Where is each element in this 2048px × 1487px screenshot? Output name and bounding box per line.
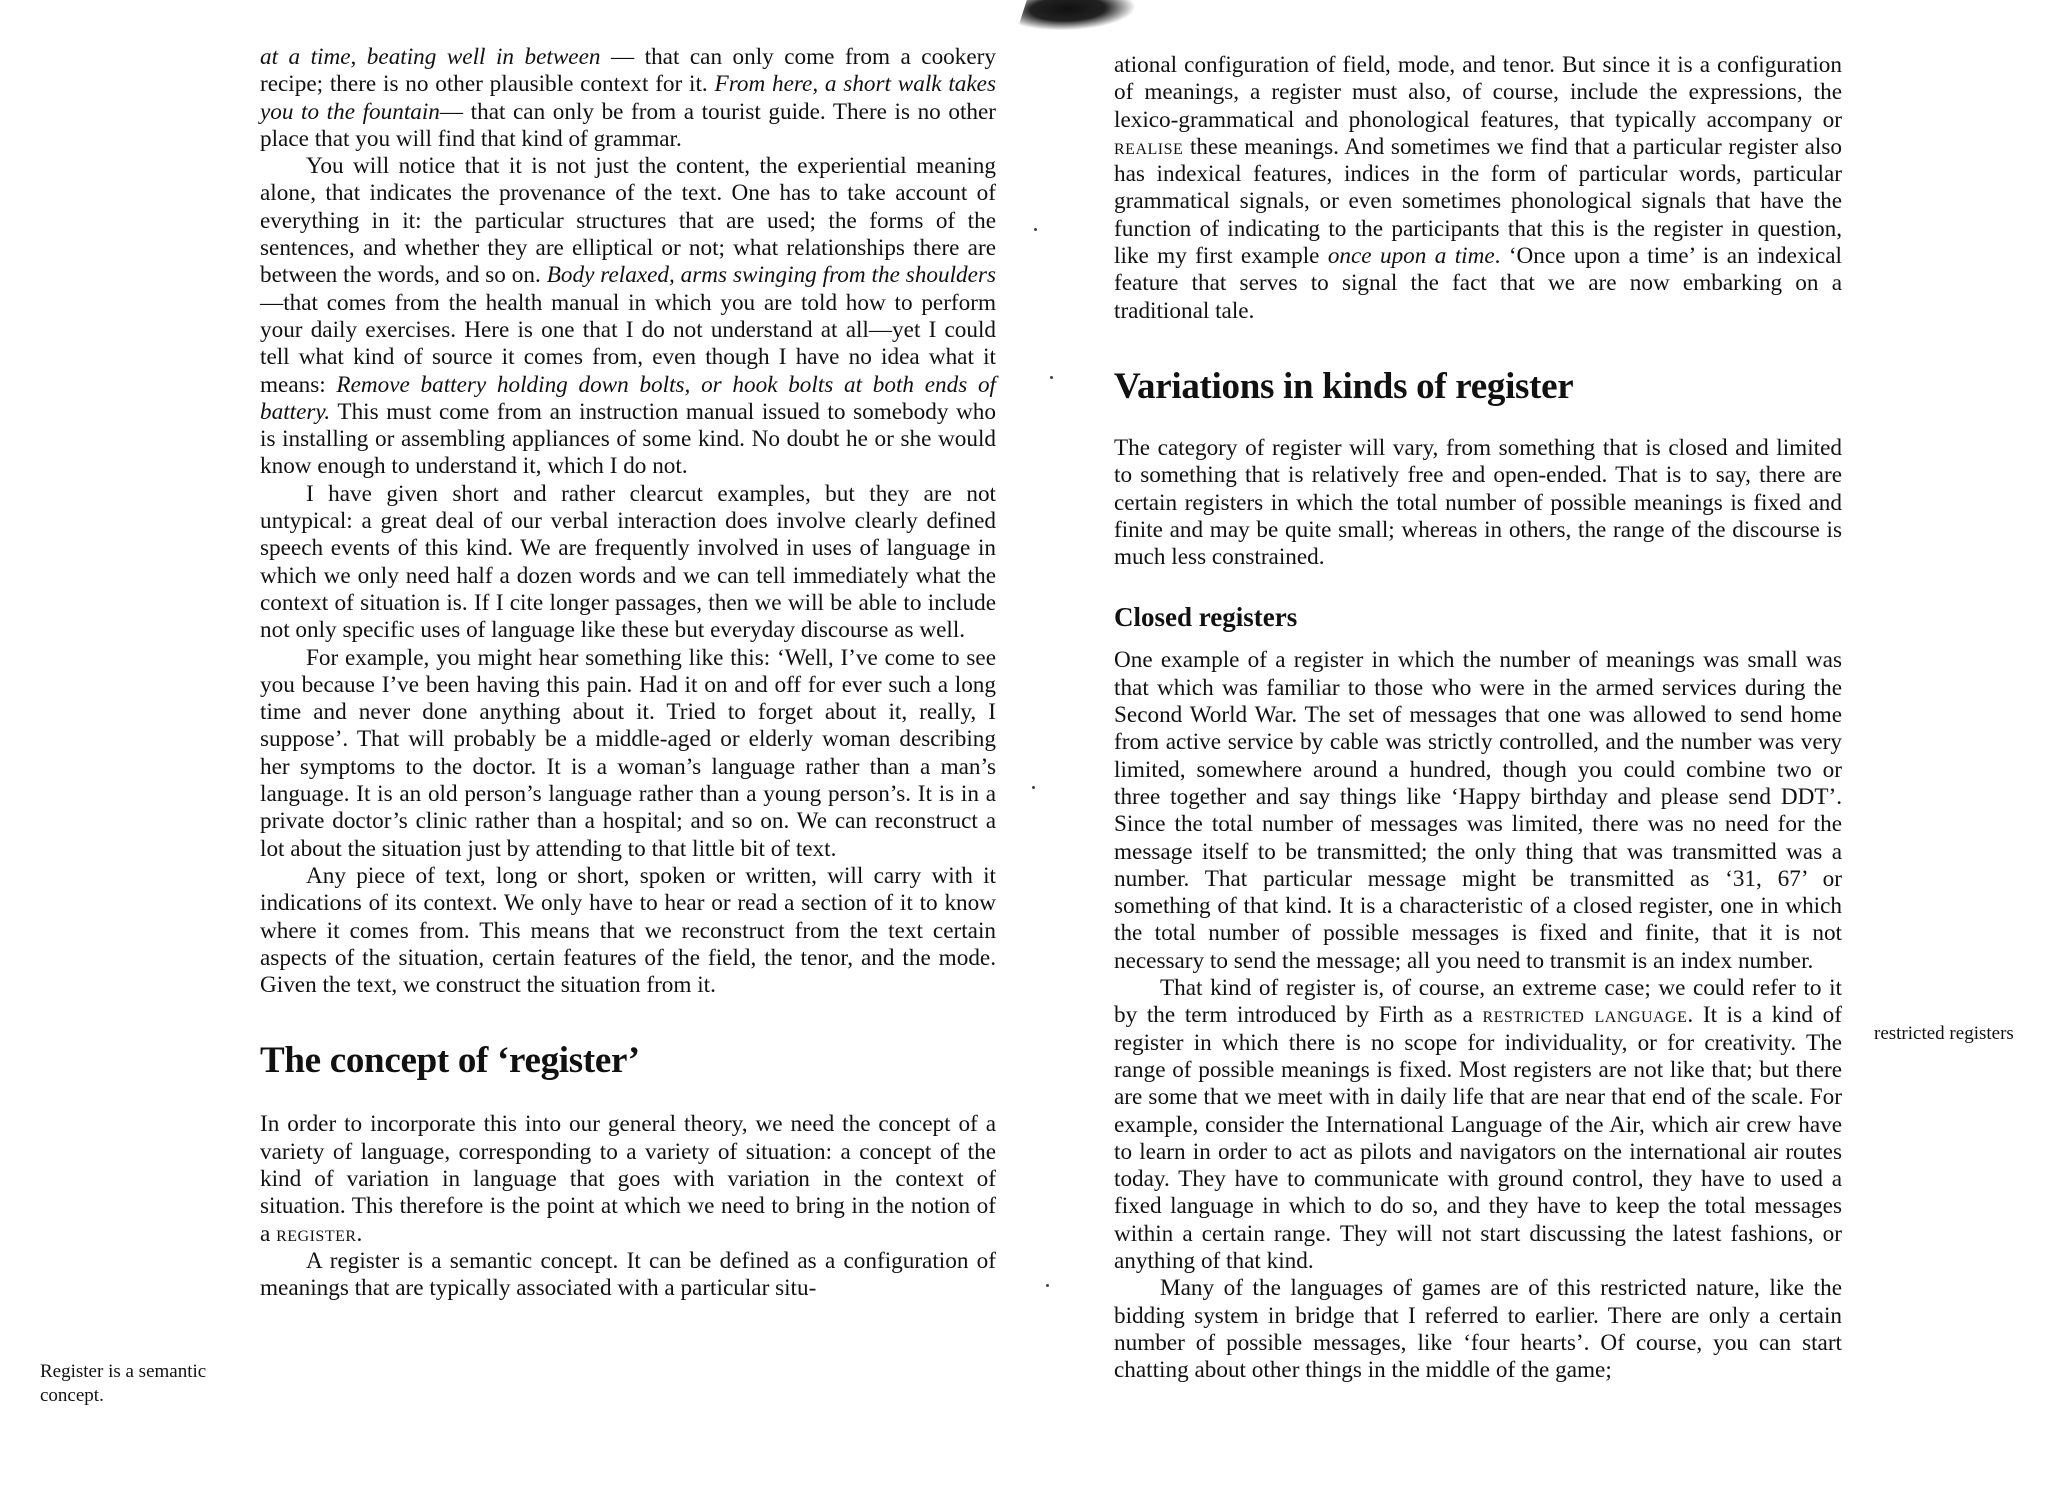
paragraph: That kind of register is, of course, an extreme case; we could refer to it by the term introduced by Firth as a restricted language. It is a kind of register in which there is no scope for individuality, or for creativity. The range of possible meanings is fixed. Most registers are not like that; but there are some that we meet with in daily life that are near that end of the scale. For example, consider the International Language of the Air, which air crew have to learn in order to act as pilots and navigators on the international air routes today. They have to communicate with ground control, they have to used a fixed language in which to do so, and they have to keep the total messages within a certain range. They will not start discussing the latest fashions, or anything of that kind. (1114, 975, 1842, 1274)
paragraph: A register is a semantic concept. It can be defined as a configuration of meanings that are typically associated with a particular situ- (260, 1247, 996, 1302)
paragraph: I have given short and rather clearcut examples, but they are not untypical: a great deal of our verbal interaction does involve clearly defined speech events of this kind. We are frequently involved in uses of language in which we only need half a dozen words and we can tell immediately what the context of situation is. If I cite longer passages, then we will be able to include not only specific uses of language like these but everyday discourse as well. (260, 480, 996, 644)
paragraph: In order to incorporate this into our general theory, we need the concept of a variety of language, corresponding to a variety of situation: a concept of the kind of variation in language that goes with variation in the context of situation. This therefore is the point at which we need to bring in the notion of a register. (260, 1111, 996, 1247)
scan-speck (1032, 786, 1035, 789)
paragraph: at a time, beating well in between — that can only come from a cookery recipe; there is no other plausible context for it. From here, a short walk takes you to the fountain— that can only be from a tourist guide. There is no other place that you will find that kind of grammar. (260, 44, 996, 152)
margin-note: Register is a semantic concept. (40, 1361, 207, 1406)
paragraph: The category of register will vary, from something that is closed and limited to something that is relatively free and open-ended. That is to say, there are certain registers in which the total number of possible meanings is fixed and finite and may be quite small; whereas in others, the range of the discourse is much less constrained. (1114, 434, 1842, 571)
paragraph: You will notice that it is not just the content, the experiential meaning alone, that indicates the provenance of the text. One has to take account of everything in it: the particular structures that are used; the forms of the sentences, and whether they are elliptical or not; what relationships there are between the words, and so on. Body relaxed, arms swinging from the shoulders—that comes from the health manual in which you are told how to perform your daily exercises. Here is one that I do not understand at all—yet I could tell what kind of source it comes from, even though I have no idea what it means: Remove battery holding down bolts, or hook bolts at both ends of battery. This must come from an instruction manual issued to somebody who is installing or assembling appliances of some kind. No doubt he or she would know enough to understand it, which I do not. (260, 153, 996, 480)
paragraph: Many of the languages of games are of this restricted nature, like the bidding system in bridge that I referred to earlier. There are only a certain number of possible messages, like ‘four hearts’. Of course, you can start chatting about other things in the middle of the game; (1114, 1275, 1842, 1384)
scan-smudge (1017, 0, 1137, 30)
paragraph: ational configuration of field, mode, and tenor. But since it is a configuration of meanings, a register must also, of course, include the expressions, the lexico-grammatical and phonological features, that typically accompany or realise these meanings. And sometimes we find that a particular register also has indexical features, indices in the form of particular words, particular grammatical signals, or even sometimes phonological signals that have the function of indicating to the participants that this is the register in question, like my first example once upon a time. ‘Once upon a time’ is an indexical feature that serves to signal the fact that we are now embarking on a traditional tale. (1114, 52, 1842, 324)
subsection-heading: Closed registers (1114, 602, 1298, 633)
margin-note: restricted registers (1874, 1023, 2014, 1044)
scan-speck (1050, 376, 1053, 379)
paragraph: Any piece of text, long or short, spoken or written, will carry with it indications of its context. We only have to hear or read a section of it to know where it comes from. This means that we reconstruct from the text certain aspects of the situation, certain features of the field, the tenor, and the mode. Given the text, we construct the situation from it. (260, 862, 996, 999)
left-page-column (260, 44, 996, 1302)
section-heading: The concept of ‘register’ (260, 1040, 640, 1082)
paragraph: For example, you might hear something like this: ‘Well, I’ve come to see you because I’ve been having this pain. Had it on and off for ever such a long time and never done anything about it. Tried to forget about it, really, I suppose’. That will probably be a middle-aged or elderly woman describing her symptoms to the doctor. It is a woman’s language rather than a man’s language. It is an old person’s language rather than a young person’s. It is in a private doctor’s clinic rather than a hospital; and so on. We can reconstruct a lot about the situation just by attending to that little bit of text. (260, 644, 996, 862)
section-heading: Variations in kinds of register (1114, 365, 1574, 407)
right-page-column (1114, 52, 1842, 1384)
paragraph: One example of a register in which the number of meanings was small was that which was familiar to those who were in the armed services during the Second World War. The set of messages that one was allowed to send home from active service by cable was strictly controlled, and the number was very limited, somewhere around a hundred, though you could combine two or three together and say things like ‘Happy birthday and please send DDT’. Since the total number of messages was limited, there was no need for the message itself to be transmitted; the only thing that was transmitted was a number. That particular message might be transmitted as ‘31, 67’ or something of that kind. It is a characteristic of a closed register, one in which the total number of possible messages is fixed and finite, that it is not necessary to send the message; all you need to transmit is an index number. (1114, 647, 1842, 974)
scan-speck (1046, 1284, 1049, 1287)
scan-speck (1034, 228, 1037, 231)
